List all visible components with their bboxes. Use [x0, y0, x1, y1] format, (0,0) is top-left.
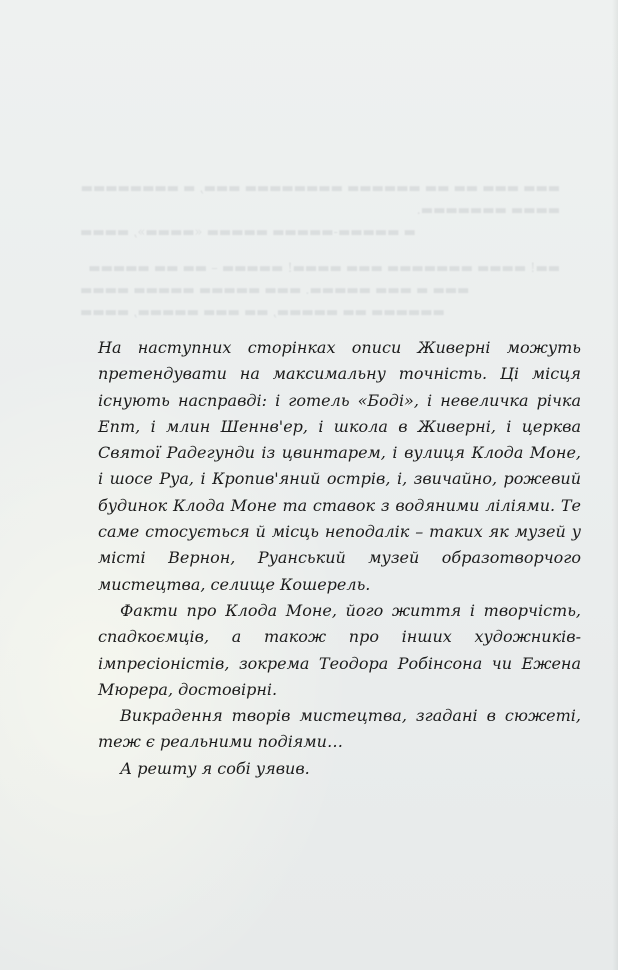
paragraph-facts: Факти про Клода Моне, його життя і творчість, спадкоємців, а також про інших художників-імпресіоністів, зокрема Теодора Робінсона чи Ежена Мюрера, достовірні.	[98, 600, 581, 699]
paragraph-thefts: Викрадення творів мистецтва, згадані в сюжеті, теж є реальними подіями…	[98, 706, 581, 752]
page-edge-shadow	[612, 0, 618, 970]
bleed-through-text: ▬▬▬ ▬▬▬ ▬▬ ▬▬ ▬▬▬▬▬▬ ▬▬▬▬▬▬▬▬ ▬▬▬, ▬ ▬▬▬▬▬▬▬▬ ▬▬▬▬ ▬▬▬▬▬▬▬. ▬ ▬▬▬▬▬-▬▬▬▬▬ ▬▬▬▬▬ «▬▬▬▬», ▬▬▬▬ ▬▬! ▬▬▬▬ ▬▬▬▬▬▬▬ ▬▬▬ ▬▬▬▬! ▬▬▬▬▬ – ▬▬ ▬▬ ▬▬▬▬▬ ▬▬▬ ▬ ▬▬▬ ▬▬▬▬▬. ▬▬▬ ▬▬▬▬▬ ▬▬▬▬▬ ▬▬▬▬ ▬▬▬▬▬▬ ▬▬ ▬▬▬▬▬, ▬▬ ▬▬▬ ▬▬▬▬▬, ▬▬▬▬	[80, 181, 560, 320]
paragraph-imagined: А решту я собі уявив.	[120, 758, 310, 778]
author-note	[98, 335, 581, 782]
paragraph-locations: На наступних сторінках описи Живерні можуть претендувати на максимальну точність. Ці місця існують насправді: і готель «Боді», і невеличка річка Епт, і млин Шеннв'ер, і школа в Живерні, і церква Святої Радегунди із цвинтарем, і вулиця Клода Моне, і шосе Руа, і Кропив'яний острів, і, звичайно, рожевий будинок Клода Моне та ставок з водяними ліліями. Те саме стосується й місць неподалік – таких як музей у місті Вернон, Руанський музей образотворчого мистецтва, селище Кошерель.	[98, 338, 581, 594]
